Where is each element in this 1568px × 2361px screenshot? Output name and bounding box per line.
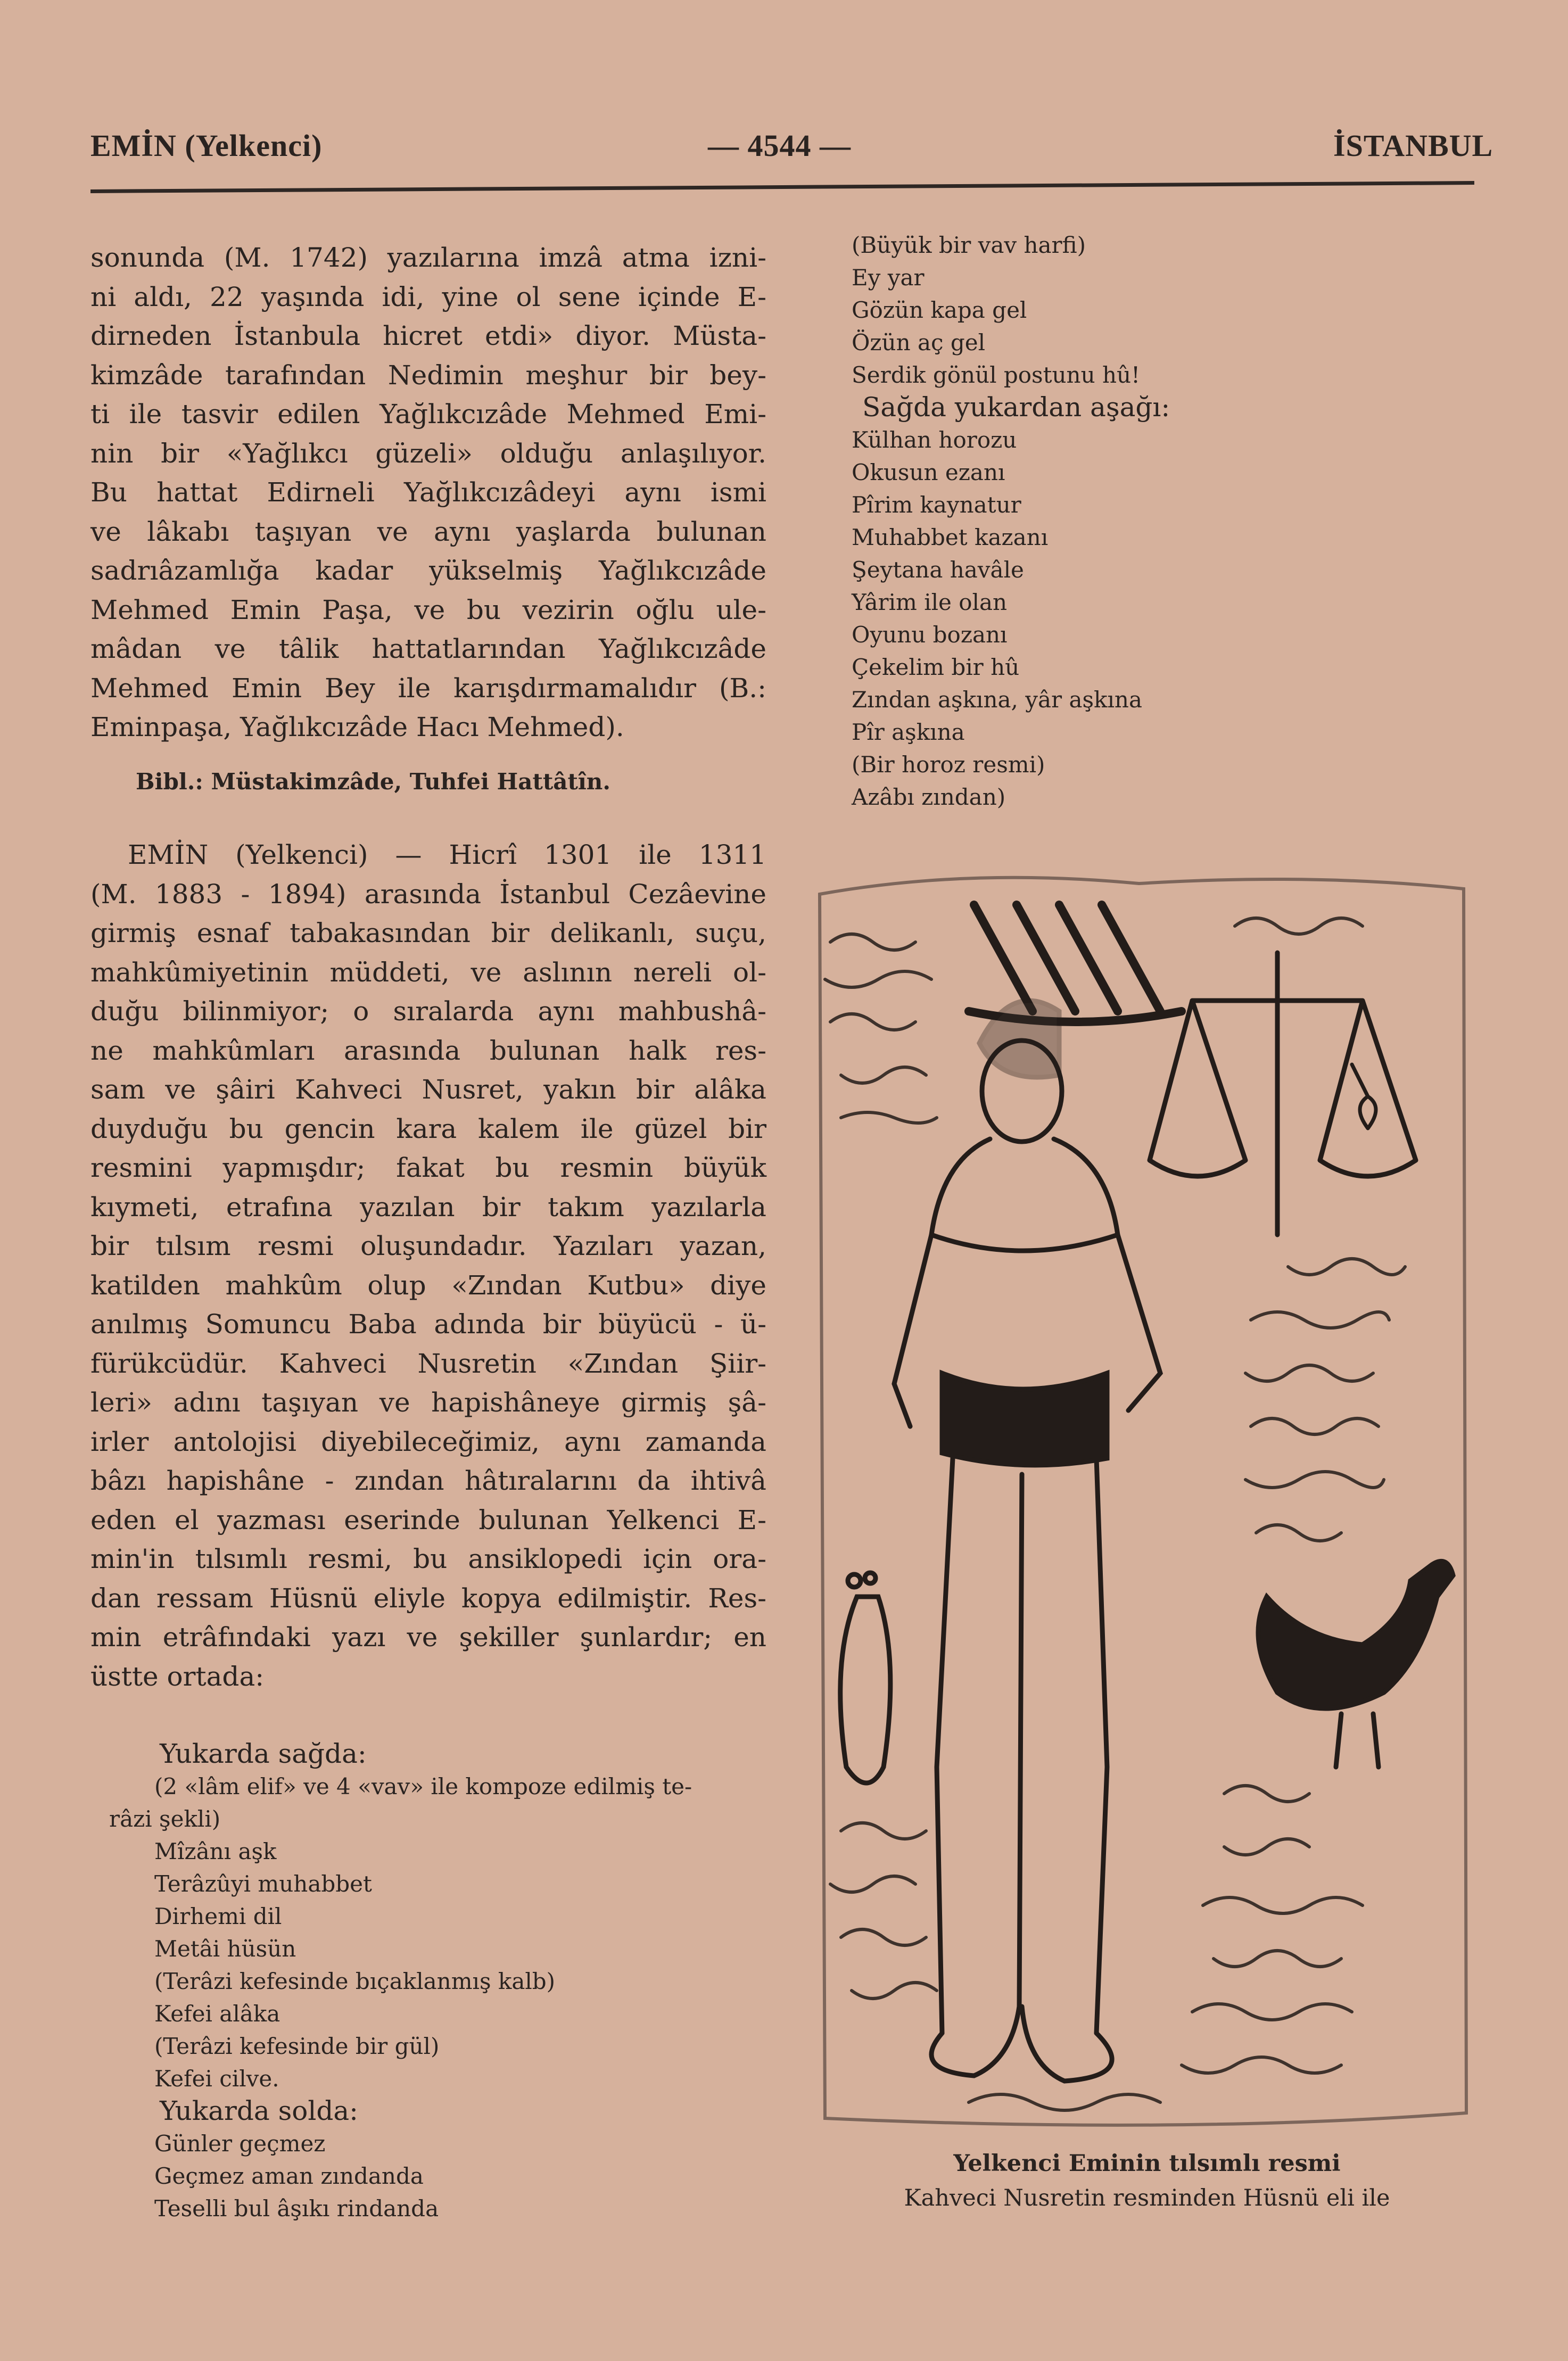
text-line: Metâi hüsün (154, 1936, 296, 1962)
header-rule (90, 181, 1474, 193)
text-line: kıymeti, etrafına yazılan bir takım yazılarla (90, 1191, 766, 1223)
text-line: Zından aşkına, yâr aşkına (852, 687, 1143, 713)
text-line: Terâzûyi muhabbet (154, 1871, 372, 1897)
text-line: dirneden İstanbula hicret etdi» diyor. Müsta- (90, 320, 766, 351)
text-line: Mîzânı aşk (154, 1838, 277, 1864)
text-line: Serdik gönül postunu hû! (852, 362, 1140, 388)
text-line: Bu hattat Edirneli Yağlıkcızâdeyi aynı ismi (90, 477, 766, 508)
text-line: Pîrim kaynatur (852, 492, 1021, 518)
text-line: kimzâde tarafından Nedimin meşhur bir bey- (90, 359, 766, 391)
subheading: Sağda yukardan aşağı: (862, 392, 1170, 423)
text-line: Azâbı zından) (852, 784, 1006, 810)
text-line: Pîr aşkına (852, 719, 965, 745)
text-line: nin bir «Yağlıkcı güzeli» olduğu anlaşılıyor. (90, 437, 766, 469)
text-line: leri» adını taşıyan ve hapishâneye girmiş şâ- (90, 1387, 766, 1418)
text-line: sam ve şâiri Kahveci Nusret, yakın bir alâka (90, 1074, 766, 1105)
text-line: resmini yapmışdır; fakat bu resmin büyük (90, 1152, 766, 1183)
running-head-right: İSTANBUL (1333, 128, 1493, 163)
text-line: mahkûmiyetinin müddeti, ve aslının nereli ol- (90, 956, 766, 988)
inscription-list-right (852, 229, 1480, 813)
young-man-figure (894, 1001, 1160, 2081)
text-line: Şeytana havâle (852, 557, 1024, 583)
text-line: EMİN (Yelkenci) — Hicrî 1301 ile 1311 (128, 839, 766, 870)
text-line: duğu bilinmiyor; o sıralarda aynı mahbushâ- (90, 996, 766, 1027)
text-line: ni aldı, 22 yaşında idi, yine ol sene içinde E- (90, 281, 766, 312)
talisman-drawing (809, 862, 1474, 2140)
text-line: Okusun ezanı (852, 459, 1005, 485)
text-line: min etrâfındaki yazı ve şekiller şunlardır; en (90, 1622, 766, 1653)
drawing-border (820, 878, 1466, 2125)
text-line: sonunda (M. 1742) yazılarına imzâ atma izni- (90, 242, 766, 273)
text-line: (M. 1883 - 1894) arasında İstanbul Cezâevine (90, 878, 766, 910)
text-line: Teselli bul âşıkı rindanda (154, 2195, 439, 2222)
text-line: Çekelim bir hû (852, 654, 1020, 680)
subheading: Yukarda solda: (160, 2095, 358, 2126)
text-line: min'in tılsımlı resmi, bu ansiklopedi için ora- (90, 1543, 766, 1574)
figure-caption-title: Yelkenci Eminin tılsımlı resmi (953, 2150, 1341, 2177)
foot-icon (840, 1573, 890, 1783)
text-line: katilden mahkûm olup «Zından Kutbu» diye (90, 1269, 766, 1301)
text-line: Dirhemi dil (154, 1903, 282, 1929)
text-line: eden el yazması eserinde bulunan Yelkenci E- (90, 1504, 766, 1536)
rooster-icon (1258, 1561, 1453, 1767)
text-line: Mehmed Emin Bey ile karışdırmamalıdır (B.: (90, 672, 766, 704)
text-line: fürükcüdür. Kahveci Nusretin «Zından Şiir- (90, 1348, 766, 1379)
text-line: Oyunu bozanı (852, 622, 1008, 648)
text-line: (Bir horoz resmi) (852, 752, 1045, 778)
paragraph-continuation (90, 238, 766, 747)
text-line: (Terâzi kefesinde bir gül) (154, 2033, 440, 2059)
text-line: Özün aç gel (852, 329, 986, 356)
text-line: Gözün kapa gel (852, 297, 1027, 323)
text-line: sadrıâzamlığa kadar yükselmiş Yağlıkcızâde (90, 555, 766, 586)
bibliography-text: Bibl.: Müstakimzâde, Tuhfei Hattâtîn. (136, 769, 610, 795)
bibliography (136, 762, 774, 802)
text-line: ti ile tasvir edilen Yağlıkcızâde Mehmed Emi- (90, 399, 766, 430)
subheading: Yukarda sağda: (160, 1738, 367, 1769)
text-line: irler antolojisi diyebileceğimiz, aynı zamanda (90, 1426, 766, 1457)
text-line: ne mahkûmları arasında bulunan halk res- (90, 1035, 766, 1066)
text-line: duyduğu bu gencin kara kalem ile güzel bir (90, 1113, 766, 1144)
text-line: Yârim ile olan (852, 589, 1008, 615)
text-line: Ey yar (852, 265, 925, 291)
text-line: ve lâkabı taşıyan ve aynı yaşlarda bulunan (90, 516, 766, 547)
text-line: bâzı hapishâne - zından hâtıralarını da ihtivâ (90, 1465, 766, 1496)
scales-icon (1150, 953, 1416, 1235)
figure-caption-credit: Kahveci Nusretin resminden Hüsnü eli ile (904, 2185, 1390, 2211)
text-line: (2 «lâm elif» ve 4 «vav» ile kompoze edilmiş te- (154, 1773, 692, 1799)
text-line: Geçmez aman zındanda (154, 2163, 424, 2189)
text-line: anılmış Somuncu Baba adında bir büyücü - ü- (90, 1309, 766, 1340)
text-line: Kefei alâka (154, 2001, 280, 2027)
text-line: üstte ortada: (90, 1661, 265, 1692)
text-line: Muhabbet kazanı (852, 524, 1049, 550)
text-line: Külhan horozu (852, 427, 1017, 453)
text-line: râzi şekli) (109, 1806, 221, 1832)
text-line: Mehmed Emin Paşa, ve bu vezirin oğlu ule- (90, 594, 766, 625)
text-line: bir tılsım resmi oluşundadır. Yazıları yazan, (90, 1231, 766, 1261)
text-line: girmiş esnaf tabakasından bir delikanlı, suçu, (90, 918, 766, 948)
running-head-left: EMİN (Yelkenci) (90, 128, 323, 163)
text-line: mâdan ve tâlik hattatlarından Yağlıkcızâde (90, 633, 766, 664)
text-line: Kefei cilve. (154, 2066, 279, 2092)
text-line: (Büyük bir vav harfi) (852, 232, 1086, 258)
lam-elif-letters (969, 905, 1182, 1022)
text-line: Eminpaşa, Yağlıkcızâde Hacı Mehmed). (90, 712, 624, 742)
text-line: Günler geçmez (154, 2131, 326, 2157)
article-emin-yelkenci (90, 836, 766, 1696)
page-number: — 4544 — (708, 128, 851, 163)
text-line: dan ressam Hüsnü eliyle kopya edilmiştir. Res- (90, 1582, 766, 1614)
text-line: (Terâzi kefesinde bıçaklanmış kalb) (154, 1968, 556, 1994)
inscription-list-left (109, 1738, 782, 2225)
ottoman-script-inscriptions (825, 918, 1405, 2110)
